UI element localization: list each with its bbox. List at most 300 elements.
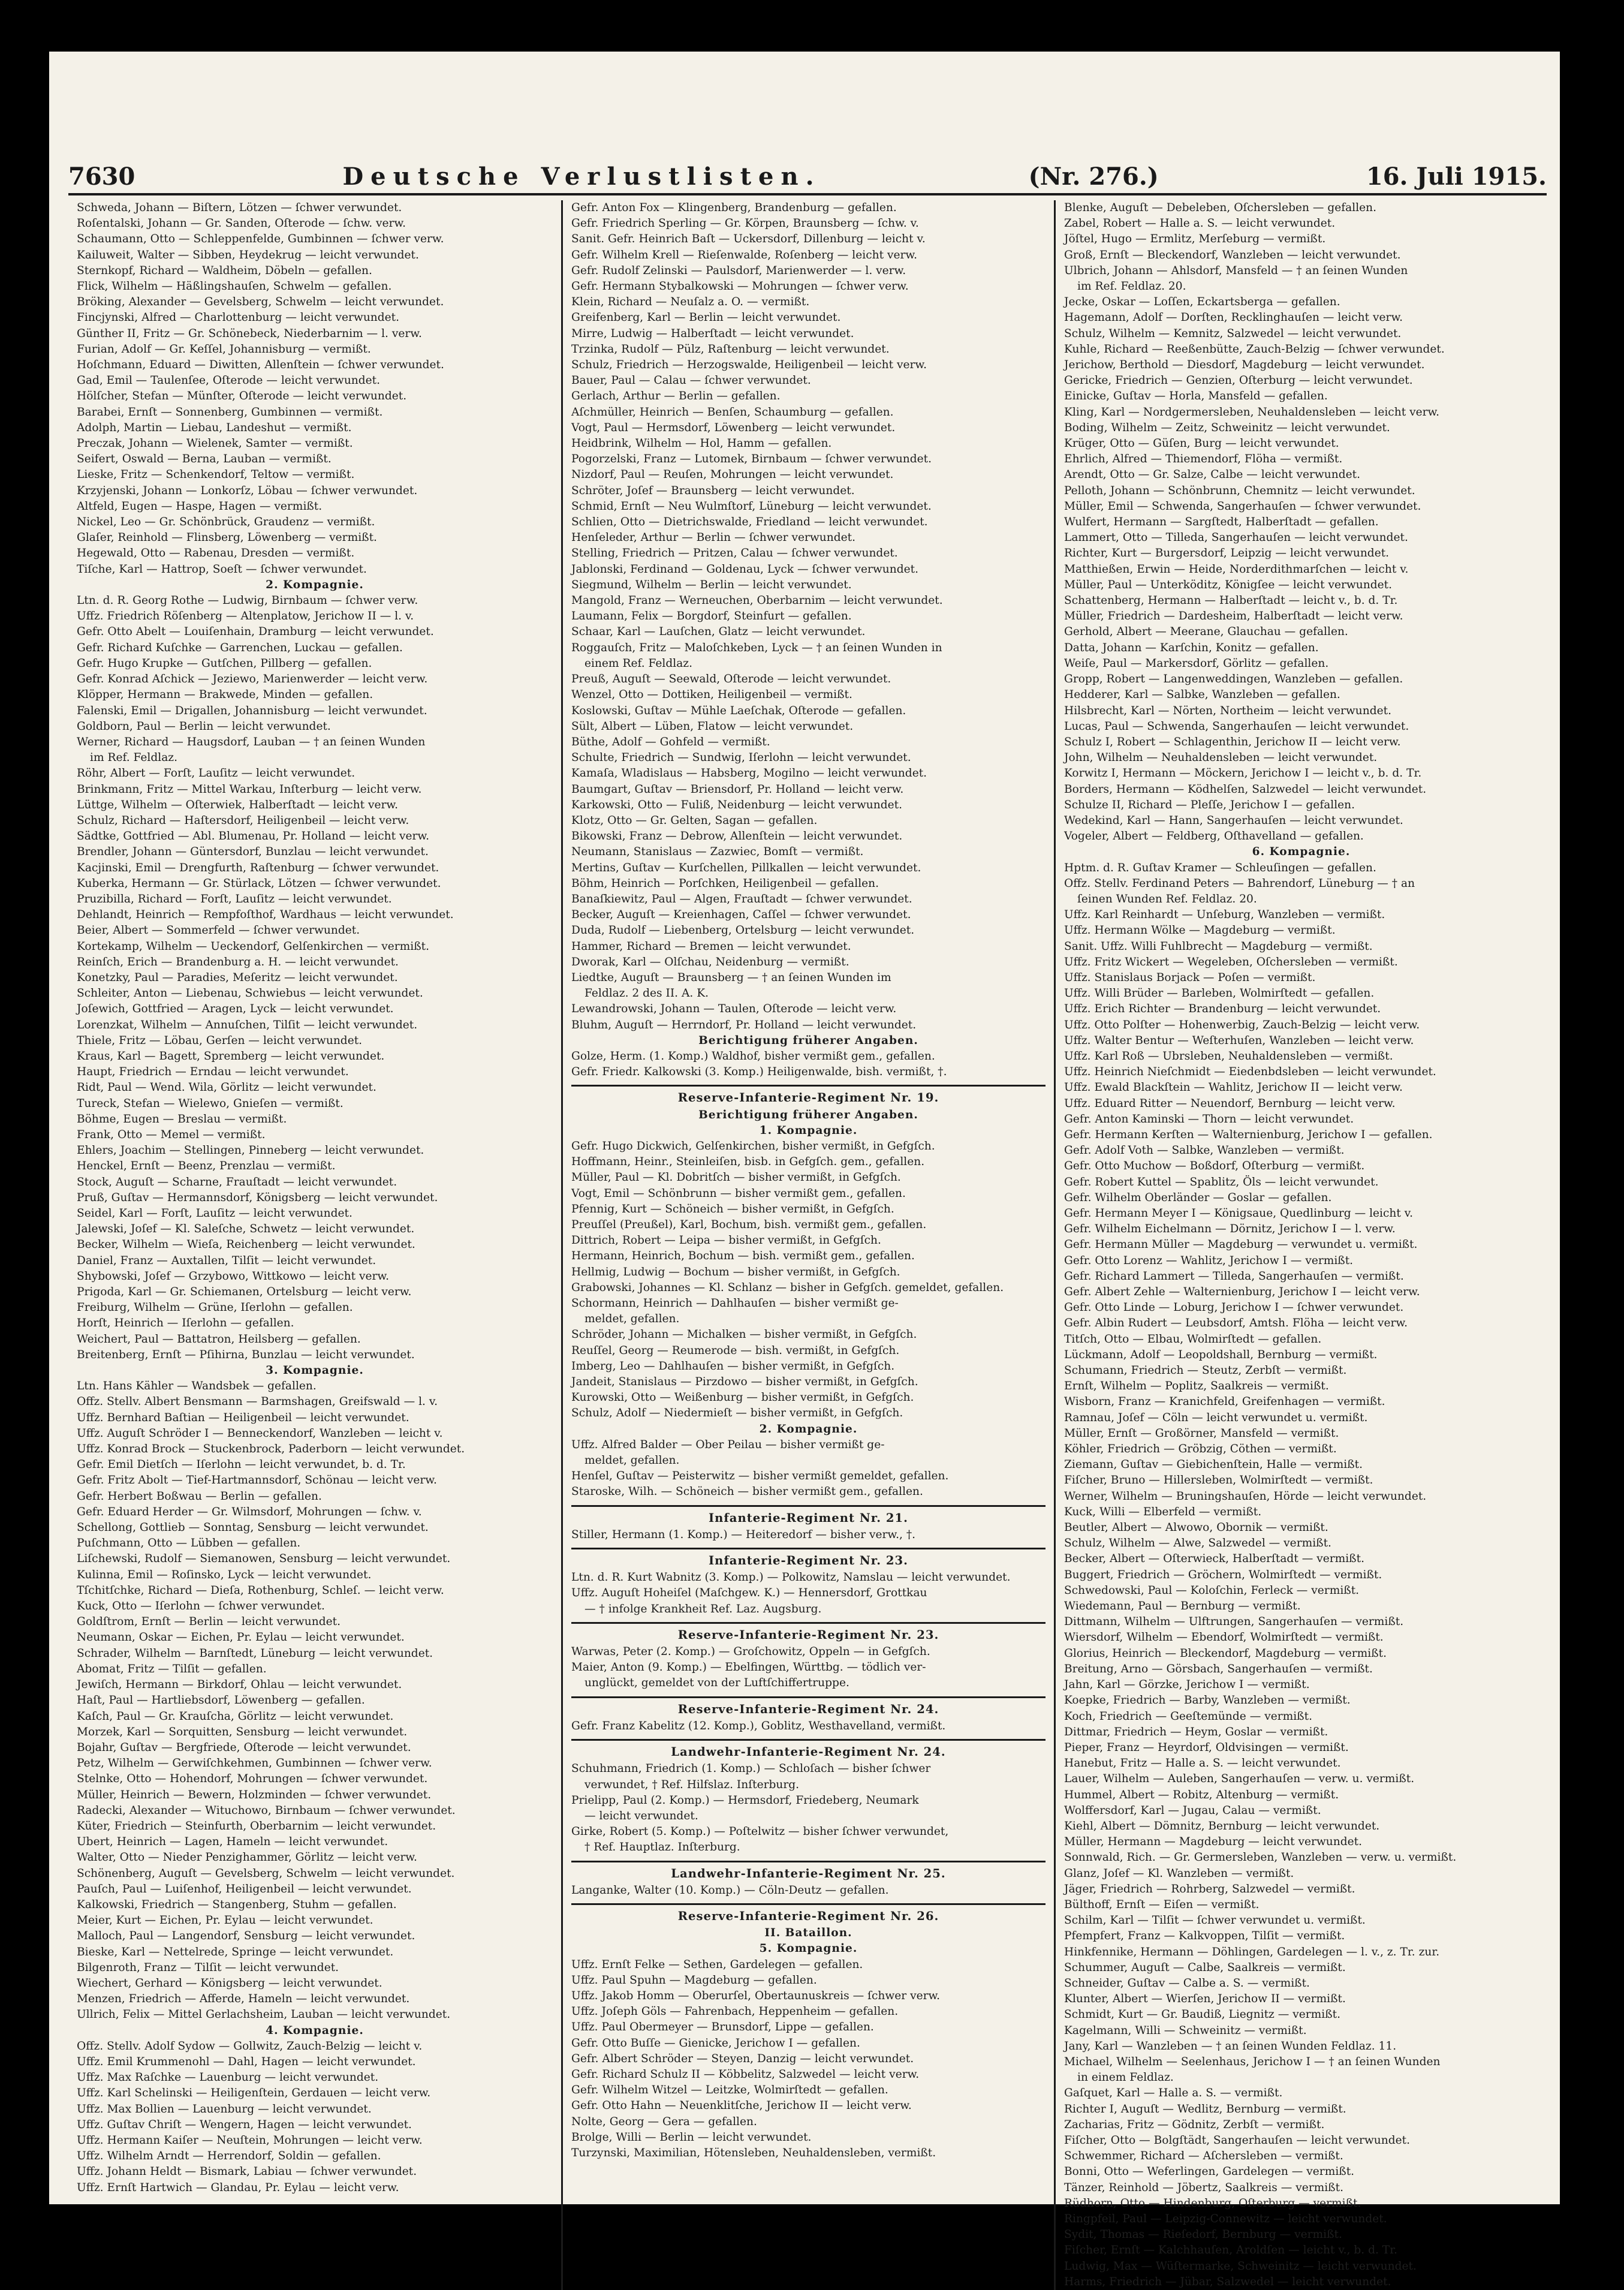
list-item: Uffz. Karl Reinhardt — Unſeburg, Wanzleben — vermißt.: [1064, 908, 1385, 922]
list-item: Uffz. Hermann Kaiſer — Neuſtein, Mohrungen — leicht verw.: [77, 2133, 423, 2147]
list-item: Uffz. Walter Bentur — Weſterhuſen, Wanzleben — leicht verw.: [1064, 1034, 1414, 1047]
list-item: Bonni, Otto — Weferlingen, Gardelegen — vermißt.: [1064, 2165, 1355, 2178]
section-subheading: 2. Kompagnie.: [759, 1422, 858, 1436]
list-item: Gefr. Eduard Herder — Gr. Wilmsdorf, Mohrungen — ſchw. v.: [77, 1505, 422, 1518]
list-item-continuation: meldet, gefallen.: [584, 1313, 680, 1326]
page-number: 7630: [68, 163, 135, 191]
list-item: Krüger, Otto — Güſen, Burg — leicht verwundet.: [1064, 437, 1339, 450]
list-item: Henſeleder, Arthur — Berlin — ſchwer verwundet.: [571, 531, 856, 544]
list-item: Schaar, Karl — Lauſchen, Glatz — leicht verwundet.: [571, 625, 866, 639]
list-item: Tſchitſchke, Richard — Dieſa, Rothenburg, Schleſ. — leicht verw.: [77, 1584, 444, 1597]
list-item: Sült, Albert — Lüben, Flatow — leicht verwundet.: [571, 720, 854, 733]
list-item: Bluhm, Auguſt — Herrndorf, Pr. Holland — leicht verwundet.: [571, 1018, 917, 1031]
list-item: Gefr. Otto Lorenz — Wahlitz, Jerichow I — vermißt.: [1064, 1254, 1354, 1267]
list-item: Sydit, Thomas — Rieſedorf, Bernburg — vermißt.: [1064, 2228, 1342, 2241]
list-item: Baumgart, Guſtav — Briensdorf, Pr. Holland — leicht verw.: [571, 783, 904, 796]
list-item: Wiechert, Gerhard — Königsberg — leicht verwundet.: [77, 1976, 382, 1990]
list-item: Pfempfert, Franz — Kalkvoppen, Tilſit — vermißt.: [1064, 1930, 1345, 1943]
list-item: Hammer, Richard — Bremen — leicht verwundet.: [571, 940, 851, 953]
list-item: Gefr. Albin Rudert — Leubsdorf, Amtsh. Flöha — leicht verw.: [1064, 1317, 1408, 1330]
list-item: Schulz I, Robert — Schlagenthin, Jerichow II — leicht verw.: [1064, 735, 1401, 748]
list-item: Schweda, Johann — Biſtern, Lötzen — ſchwer verwundet.: [77, 201, 402, 214]
list-item: Uffz. Joſeph Göls — Fahrenbach, Heppenheim — gefallen.: [571, 2005, 899, 2018]
list-item: Thiele, Fritz — Löbau, Gerſen — leicht verwundet.: [77, 1034, 363, 1047]
list-item: Jerichow, Berthold — Diesdorf, Magdeburg — leicht verwundet.: [1064, 359, 1425, 372]
list-item: Gefr. Otto Abelt — Louiſenhain, Dramburg — leicht verwundet.: [77, 625, 434, 639]
regiment-heading: Infanterie-Regiment Nr. 23.: [571, 1548, 1045, 1570]
list-item: Flick, Wilhelm — Häßlingshauſen, Schwelm — gefallen.: [77, 280, 392, 293]
section-subheading: Berichtigung früherer Angaben.: [698, 1034, 918, 1047]
list-item: Lüttge, Wilhelm — Oſterwiek, Halberſtadt — leicht verw.: [77, 798, 399, 811]
list-item: Gefr. Otto Hahn — Neuenklitſche, Jerichow II — leicht verw.: [571, 2099, 912, 2113]
page-header: [68, 151, 1547, 195]
list-item: Gad, Emil — Taulenſee, Oſterode — leicht verwundet.: [77, 374, 381, 387]
list-item: Sanit. Uffz. Willi Fuhlbrecht — Magdeburg — vermißt.: [1064, 940, 1373, 953]
list-item: Gerhold, Albert — Meerane, Glauchau — gefallen.: [1064, 625, 1348, 639]
list-item: Weiſe, Paul — Markersdorf, Görlitz — gefallen.: [1064, 657, 1329, 670]
list-item: Jöſtel, Hugo — Ermlitz, Merſeburg — vermißt.: [1064, 233, 1326, 246]
list-item: Wiedemann, Paul — Bernburg — vermißt.: [1064, 1600, 1301, 1613]
list-item: Schormann, Heinrich — Dahlhauſen — bisher vermißt ge-: [571, 1297, 899, 1310]
list-item: Uffz. Alfred Balder — Ober Peilau — bisher vermißt ge-: [571, 1438, 885, 1451]
list-item: Greifenberg, Karl — Berlin — leicht verwundet.: [571, 311, 841, 324]
list-item: Bülthoff, Ernſt — Eiſen — vermißt.: [1064, 1898, 1260, 1911]
list-item: Warwas, Peter (2. Komp.) — Groſchowitz, Oppeln — in Gefgſch.: [571, 1645, 930, 1659]
list-item: Glanz, Joſef — Kl. Wanzleben — vermißt.: [1064, 1867, 1294, 1880]
list-item: Zabel, Robert — Halle a. S. — leicht verwundet.: [1064, 217, 1336, 230]
list-item: Schulz, Richard — Haſtersdorf, Heiligenbeil — leicht verw.: [77, 814, 409, 827]
list-item: Dittrich, Robert — Leipa — bisher vermißt, in Gefgſch.: [571, 1234, 881, 1247]
list-item: Ziemann, Guſtav — Giebichenſtein, Halle — vermißt.: [1064, 1458, 1363, 1472]
list-item: Uffz. Guſtav Chriſt — Wengern, Hagen — leicht verwundet.: [77, 2118, 412, 2131]
list-item: Goldſtrom, Ernſt — Berlin — leicht verwundet.: [77, 1615, 341, 1629]
list-item: Offz. Stellv. Albert Bensmann — Barmshagen, Greifswald — l. v.: [77, 1395, 438, 1409]
list-item: Laumann, Felix — Borgdorf, Steinfurt — gefallen.: [571, 610, 852, 623]
list-item: Gefr. Otto Buſſe — Gienicke, Jerichow I — gefallen.: [571, 2036, 860, 2050]
list-item: Böhme, Eugen — Breslau — vermißt.: [77, 1112, 287, 1126]
list-item: Gefr. Franz Kabelitz (12. Komp.), Goblitz, Westhavelland, vermißt.: [571, 1719, 946, 1732]
list-item: Heidbrink, Wilhelm — Hol, Hamm — gefallen.: [571, 437, 832, 450]
list-item: Wiersdorf, Wilhelm — Ebendorf, Wolmirſtedt — vermißt.: [1064, 1631, 1384, 1644]
list-item: Stelnke, Otto — Hohendorf, Mohrungen — ſchwer verwundet.: [77, 1773, 428, 1786]
list-item: Brinkmann, Fritz — Mittel Warkau, Inſterburg — leicht verw.: [77, 783, 422, 796]
list-item: Uffz. Karl Roß — Ubrsleben, Neuhaldensleben — vermißt.: [1064, 1049, 1393, 1063]
list-item: Ubert, Heinrich — Lagen, Hameln — leicht verwundet.: [77, 1835, 388, 1849]
list-item-continuation: — † infolge Krankheit Ref. Laz. Augsburg.: [584, 1602, 822, 1615]
list-item: Beutler, Albert — Alwowo, Obornik — vermißt.: [1064, 1521, 1328, 1534]
list-item: Uffz. Friedrich Röſenberg — Altenplatow, Jerichow II — l. v.: [77, 610, 414, 623]
list-item-continuation: Feldlaz. 2 des II. A. K.: [584, 987, 709, 1000]
list-item: Gefr. Adolf Voth — Salbke, Wanzleben — vermißt.: [1064, 1144, 1345, 1157]
list-item: Pieper, Franz — Heyrdorf, Oldvisingen — vermißt.: [1064, 1741, 1349, 1754]
list-item: Richter, Kurt — Burgersdorf, Leipzig — leicht verwundet.: [1064, 547, 1390, 560]
list-item: Werner, Richard — Haugsdorf, Lauban — † an ſeinen Wunden: [77, 735, 426, 748]
regiment-heading: Infanterie-Regiment Nr. 21.: [571, 1505, 1045, 1527]
list-item: Nolte, Georg — Gera — gefallen.: [571, 2115, 757, 2128]
list-item: Schulz, Friedrich — Herzogswalde, Heiligenbeil — leicht verw.: [571, 359, 927, 372]
list-item: Jahn, Karl — Görzke, Jerichow I — vermißt.: [1064, 1678, 1310, 1692]
list-item: Kiehl, Albert — Dömnitz, Bernburg — leicht verwundet.: [1064, 1819, 1380, 1832]
list-item: Nizdorf, Paul — Reuſen, Mohrungen — leicht verwundet.: [571, 468, 894, 482]
list-item: Kamaſa, Wladislaus — Habsberg, Mogilno — leicht verwundet.: [571, 767, 927, 780]
list-item: Preuſſel (Preußel), Karl, Bochum, bish. vermißt gem., gefallen.: [571, 1218, 927, 1231]
list-item: Kaſch, Paul — Gr. Krauſcha, Görlitz — leicht verwundet.: [77, 1710, 394, 1723]
list-item: Uffz. Ernſt Felke — Sethen, Gardelegen — gefallen.: [571, 1958, 863, 1971]
issue-number: (Nr. 276.): [1028, 163, 1159, 191]
list-item: Klunter, Albert — Wierſen, Jerichow II — vermißt.: [1064, 1993, 1346, 2006]
list-item: Daniel, Franz — Auxtallen, Tilſit — leicht verwundet.: [77, 1254, 376, 1267]
list-item: Richter I, Auguſt — Wedlitz, Bernburg — vermißt.: [1064, 2102, 1346, 2116]
list-item: Uffz. Heinrich Nieſchmidt — Eiedenbdsleben — leicht verwundet.: [1064, 1066, 1436, 1079]
list-item: Ramnau, Joſef — Cöln — leicht verwundet u. vermißt.: [1064, 1411, 1368, 1424]
list-item: Gefr. Fritz Abolt — Tief-Hartmannsdorf, Schönau — leicht verw.: [77, 1474, 437, 1487]
list-item: Reinſch, Erich — Brandenburg a. H. — leicht verwundet.: [77, 955, 399, 968]
list-item: Bojahr, Guſtav — Bergfriede, Oſterode — leicht verwundet.: [77, 1741, 411, 1754]
list-item: Schulte, Friedrich — Sundwig, Iſerlohn — leicht verwundet.: [571, 751, 911, 765]
list-item: Gefr. Hermann Kerſten — Walternienburg, Jerichow I — gefallen.: [1064, 1128, 1433, 1141]
list-item: Müller, Friedrich — Dardesheim, Halberſtadt — leicht verw.: [1064, 610, 1403, 623]
list-item: Koepke, Friedrich — Barby, Wanzleben — vermißt.: [1064, 1694, 1351, 1707]
list-item: Turzynski, Maximilian, Hötensleben, Neuhaldensleben, vermißt.: [571, 2146, 936, 2159]
list-item: Goldborn, Paul — Berlin — leicht verwundet.: [77, 720, 331, 733]
list-item: Tiſche, Karl — Hattrop, Soeſt — ſchwer verwundet.: [77, 562, 367, 576]
list-item: Barabei, Ernſt — Sonnenberg, Gumbinnen — vermißt.: [77, 405, 383, 419]
list-item: Koch, Friedrich — Geeſtemünde — vermißt.: [1064, 1710, 1312, 1723]
list-item: Maier, Anton (9. Komp.) — Ebelfingen, Württbg. — tödlich ver-: [571, 1661, 926, 1674]
list-item: Konetzky, Paul — Paradies, Meſeritz — leicht verwundet.: [77, 971, 398, 984]
list-item: Vogt, Emil — Schönbrunn — bisher vermißt gem., gefallen.: [571, 1187, 906, 1200]
list-item: Uffz. Karl Schelinski — Heiligenſtein, Gerdauen — leicht verw.: [77, 2087, 431, 2100]
list-item: Schwemmer, Richard — Aſchersleben — vermißt.: [1064, 2150, 1343, 2163]
list-item: Günther II, Fritz — Gr. Schönebeck, Niederbarnim — l. verw.: [77, 327, 422, 340]
list-item: Ltn. Hans Kähler — Wandsbek — gefallen.: [77, 1380, 317, 1393]
list-item: Ernſt, Wilhelm — Poplitz, Saalkreis — vermißt.: [1064, 1380, 1329, 1393]
list-item: Gefr. Hermann Stybalkowski — Mohrungen — ſchwer verw.: [571, 280, 909, 293]
list-item: Wulfert, Hermann — Sargſtedt, Halberſtadt — gefallen.: [1064, 516, 1379, 529]
section-subheading: 5. Kompagnie.: [759, 1942, 858, 1955]
list-item: Haſt, Paul — Hartliebsdorf, Löwenberg — gefallen.: [77, 1694, 365, 1707]
list-item: Kailuweit, Walter — Sibben, Heydekrug — leicht verwundet.: [77, 248, 419, 261]
list-item-continuation: in einem Feldlaz.: [1077, 2071, 1174, 2084]
list-item: Henſel, Guſtav — Peisterwitz — bisher vermißt gemeldet, gefallen.: [571, 1470, 949, 1483]
list-item: Klotz, Otto — Gr. Gelten, Sagan — gefallen.: [571, 814, 818, 827]
list-item: Uffz. Bernhard Baſtian — Heiligenbeil — leicht verwundet.: [77, 1411, 409, 1424]
list-item: Gefr. Friedrich Sperling — Gr. Körpen, Braunsberg — ſchw. v.: [571, 217, 919, 230]
list-item: Kuck, Otto — Iſerlohn — ſchwer verwundet.: [77, 1600, 325, 1613]
list-item: Müller, Paul — Kl. Dobritſch — bisher vermißt, in Gefgſch.: [571, 1171, 901, 1184]
column-right: [1054, 200, 1547, 2290]
list-item: Pelloth, Johann — Schönbrunn, Chemnitz — leicht verwundet.: [1064, 484, 1415, 497]
list-item: Gericke, Friedrich — Genzien, Oſterburg — leicht verwundet.: [1064, 374, 1413, 387]
list-item-continuation: im Ref. Feldlaz. 20.: [1077, 280, 1186, 293]
list-item: Matthießen, Erwin — Heide, Norderdithmarſchen — leicht v.: [1064, 562, 1409, 576]
list-item: Schellong, Gottlieb — Sonntag, Sensburg — leicht verwundet.: [77, 1521, 429, 1534]
list-item: Schulz, Adolf — Niedermieſt — bisher vermißt, in Gefgſch.: [571, 1407, 903, 1420]
list-item: Neumann, Stanislaus — Zazwiec, Bomſt — vermißt.: [571, 845, 864, 859]
list-item: Lückmann, Adolf — Leopoldshall, Bernburg — vermißt.: [1064, 1348, 1378, 1361]
list-item: Weichert, Paul — Battatron, Heilsberg — gefallen.: [77, 1332, 361, 1346]
list-item: Pruß, Guſtav — Hermannsdorf, Königsberg — leicht verwundet.: [77, 1191, 438, 1204]
list-item: Glaſer, Reinhold — Flinsberg, Löwenberg — vermißt.: [77, 531, 377, 544]
list-item: Hanebut, Fritz — Halle a. S. — leicht verwundet.: [1064, 1757, 1341, 1770]
list-item: Ridt, Paul — Wend. Wila, Görlitz — leicht verwundet.: [77, 1081, 376, 1094]
list-item: Mirre, Ludwig — Halberſtadt — leicht verwundet.: [571, 327, 854, 340]
list-item: Trzinka, Rudolf — Pülz, Raſtenburg — leicht verwundet.: [571, 342, 890, 356]
list-item: Uffz. Max Bollien — Lauenburg — leicht verwundet.: [77, 2102, 372, 2116]
list-item: Gefr. Albert Zehle — Walternienburg, Jerichow I — leicht verw.: [1064, 1286, 1420, 1299]
list-item: Becker, Auguſt — Kreienhagen, Caſſel — ſchwer verwundet.: [571, 908, 911, 922]
list-item: Morzek, Karl — Sorquitten, Sensburg — leicht verwundet.: [77, 1725, 408, 1738]
list-item: Uffz. Willi Brüder — Barleben, Wolmirſtedt — gefallen.: [1064, 987, 1375, 1000]
list-item: Malloch, Paul — Langendorf, Sensburg — leicht verwundet.: [77, 1930, 415, 1943]
list-item: Beier, Albert — Sommerfeld — ſchwer verwundet.: [77, 924, 360, 937]
list-item-continuation: im Ref. Feldlaz.: [90, 751, 178, 765]
list-item: Gefr. Wilhelm Eichelmann — Dörnitz, Jerichow I — l. verw.: [1064, 1223, 1396, 1236]
list-item: Liedtke, Auguſt — Braunsberg — † an ſeinen Wunden im: [571, 971, 891, 984]
list-item: Schönenberg, Auguſt — Gevelsberg, Schwelm — leicht verwundet.: [77, 1867, 455, 1880]
list-item: Vogeler, Albert — Feldberg, Oſthavelland — gefallen.: [1064, 830, 1364, 843]
list-item: Gefr. Richard Lammert — Tilleda, Sangerhauſen — vermißt.: [1064, 1269, 1404, 1283]
list-item: Glorius, Heinrich — Bleckendorf, Magdeburg — vermißt.: [1064, 1647, 1387, 1660]
list-item: Mertins, Guſtav — Kurſchellen, Pillkallen — leicht verwundet.: [571, 861, 921, 874]
list-item: Imberg, Leo — Dahlhauſen — bisher vermißt, in Gefgſch.: [571, 1359, 895, 1373]
list-item: Stiller, Hermann (1. Komp.) — Heiteredorf — bisher verw., †.: [571, 1528, 916, 1541]
list-item: Jalewski, Joſef — Kl. Saleſche, Schwetz — leicht verwundet.: [77, 1223, 415, 1236]
list-item: Kuberka, Hermann — Gr. Stürlack, Lötzen — ſchwer verwundet.: [77, 877, 441, 890]
list-item: Schuhmann, Friedrich (1. Komp.) — Schloſach — bisher ſchwer: [571, 1762, 931, 1776]
issue-date: 16. Juli 1915.: [1366, 163, 1547, 191]
list-item: Uffz. Auguſt Schröder I — Benneckendorf, Wanzleben — leicht v.: [77, 1427, 443, 1440]
list-item: Bauer, Paul — Calau — ſchwer verwundet.: [571, 374, 811, 387]
list-item: Fiſcher, Otto — Bolgſtädt, Sangerhauſen — leicht verwundet.: [1064, 2133, 1411, 2147]
list-item: Schleiter, Anton — Liebenau, Schwiebus — leicht verwundet.: [77, 987, 423, 1000]
list-item: Brolge, Willi — Berlin — leicht verwundet.: [571, 2130, 812, 2144]
list-item: Bikowski, Franz — Debrow, Allenſtein — leicht verwundet.: [571, 830, 903, 843]
list-item: Müller, Hermann — Magdeburg — leicht verwundet.: [1064, 1835, 1363, 1849]
list-item: Hölſcher, Stefan — Münſter, Oſterode — leicht verwundet.: [77, 390, 407, 403]
list-item: Jecke, Oskar — Loſſen, Eckartsberga — gefallen.: [1064, 296, 1340, 309]
list-item: Sädtke, Gottfried — Abl. Blumenau, Pr. Holland — leicht verw.: [77, 830, 430, 843]
list-item: Abomat, Fritz — Tilſit — gefallen.: [77, 1662, 267, 1675]
list-item: Schumann, Friedrich — Steutz, Zerbſt — vermißt.: [1064, 1364, 1347, 1377]
list-item: Hummel, Albert — Robitz, Altenburg — vermißt.: [1064, 1788, 1339, 1801]
list-item: Schulz, Wilhelm — Kemnitz, Salzwedel — leicht verwundet.: [1064, 327, 1402, 340]
list-item: Kortekamp, Wilhelm — Ueckendorf, Gelſenkirchen — vermißt.: [77, 940, 429, 953]
list-item: Schattenberg, Hermann — Halberſtadt — leicht v., b. d. Tr.: [1064, 594, 1398, 607]
list-item: Schwedowski, Paul — Koloſchin, Ferleck — vermißt.: [1064, 1584, 1360, 1597]
list-item: Breitenberg, Ernſt — Pſihirna, Bunzlau — leicht verwundet.: [77, 1348, 415, 1361]
list-item-continuation: verwundet, † Ref. Hilfslaz. Inſterburg.: [584, 1778, 800, 1791]
list-item: Jandeit, Stanislaus — Pirzdowo — bisher vermißt, in Gefgſch.: [571, 1376, 918, 1389]
regiment-heading: Reserve-Infanterie-Regiment Nr. 23.: [571, 1622, 1045, 1644]
list-item: Hegewald, Otto — Rabenau, Dresden — vermißt.: [77, 547, 355, 560]
list-item: Werner, Wilhelm — Bruningshauſen, Hörde — leicht verwundet.: [1064, 1489, 1427, 1503]
list-item: Siegmund, Wilhelm — Berlin — leicht verwundet.: [571, 578, 852, 591]
list-item: Röhr, Albert — Forſt, Lauſitz — leicht verwundet.: [77, 767, 355, 780]
list-item: Ltn. d. R. Georg Rothe — Ludwig, Birnbaum — ſchwer verw.: [77, 594, 418, 607]
list-item: Roggauſch, Fritz — Maloſchkeben, Lyck — † an ſeinen Wunden in: [571, 641, 942, 654]
list-item: Kurowski, Otto — Weißenburg — bisher vermißt, in Gefgſch.: [571, 1391, 914, 1404]
list-item: Tureck, Stefan — Wielewo, Gnieſen — vermißt.: [77, 1097, 344, 1110]
list-item: Pfennig, Kurt — Schöneich — bisher vermißt, in Gefgſch.: [571, 1202, 894, 1215]
regiment-heading: Reserve-Infanterie-Regiment Nr. 26.: [571, 1903, 1045, 1925]
newspaper-page: [49, 52, 1560, 2288]
list-item: Gefr. Anton Fox — Klingenberg, Brandenburg — gefallen.: [571, 201, 897, 214]
list-item: Kulinna, Emil — Roſinsko, Lyck — leicht verwundet.: [77, 1568, 372, 1581]
list-item: Grabowski, Johannes — Kl. Schlanz — bisher in Gefgſch. gemeldet, gefallen.: [571, 1281, 1004, 1294]
section-subheading: 3. Kompagnie.: [266, 1364, 364, 1377]
list-item: Gefr. Emil Dietſch — Iſerlohn — leicht verwundet, b. d. Tr.: [77, 1458, 406, 1472]
list-item-continuation: einem Ref. Feldlaz.: [584, 657, 692, 670]
list-item: Duda, Rudolf — Liebenberg, Ortelsburg — leicht verwundet.: [571, 924, 915, 937]
list-item: Breitung, Arno — Görsbach, Sangerhauſen — vermißt.: [1064, 1662, 1373, 1675]
list-item: Petz, Wilhelm — Gerwiſchkehmen, Gumbinnen — ſchwer verw.: [77, 1757, 432, 1770]
list-item: Uffz. Otto Polſter — Hohenwerbig, Zauch-Belzig — leicht verw.: [1064, 1018, 1420, 1031]
list-item: Schmidt, Kurt — Gr. Baudiß, Liegnitz — vermißt.: [1064, 2008, 1341, 2021]
section-subheading: Berichtigung früherer Angaben.: [698, 1108, 918, 1121]
list-item: Gefr. Wilhelm Oberländer — Goslar — gefallen.: [1064, 1191, 1332, 1204]
list-item: Lucas, Paul — Schwenda, Sangerhauſen — leicht verwundet.: [1064, 720, 1409, 733]
list-item: Dittmar, Friedrich — Heym, Goslar — vermißt.: [1064, 1725, 1328, 1738]
list-item: Uffz. Fritz Wickert — Wegeleben, Oſchersleben — vermißt.: [1064, 955, 1398, 968]
list-item-continuation: — leicht verwundet.: [584, 1809, 698, 1822]
list-item: Uffz. Stanislaus Borjack — Poſen — vermißt.: [1064, 971, 1316, 984]
list-item: Uffz. Paul Obermeyer — Brunsdorf, Lippe — gefallen.: [571, 2021, 874, 2034]
list-item: Bilgenroth, Franz — Tilſit — leicht verwundet.: [77, 1961, 339, 1974]
list-item: Offz. Stellv. Ferdinand Peters — Bahrendorf, Lüneburg — † an: [1064, 877, 1415, 890]
list-item: Schröder, Johann — Michalken — bisher vermißt, in Gefgſch.: [571, 1328, 917, 1341]
list-item: Klein, Richard — Neuſalz a. O. — vermißt.: [571, 296, 810, 309]
list-item: Jany, Karl — Wanzleben — † an ſeinen Wunden Feldlaz. 11.: [1064, 2039, 1397, 2053]
list-item: Müller, Emil — Schwenda, Sangerhauſen — ſchwer verwundet.: [1064, 499, 1421, 513]
list-item: Walter, Otto — Nieder Penzighammer, Görlitz — leicht verw.: [77, 1851, 417, 1864]
list-item: Uffz. Wilhelm Arndt — Herrendorf, Soldin — gefallen.: [77, 2150, 381, 2163]
list-item: Böhm, Heinrich — Porſchken, Heiligenbeil — gefallen.: [571, 877, 879, 890]
list-item: Rüdhorn, Otto — Hindenburg, Oſterburg — vermißt.: [1064, 2196, 1361, 2210]
list-item: Jäger, Friedrich — Rohrberg, Salzwedel — vermißt.: [1064, 1882, 1355, 1895]
list-item: Gefr. Albert Schröder — Steyen, Danzig — leicht verwundet.: [571, 2052, 914, 2065]
list-item: Schlien, Otto — Dietrichswalde, Friedland — leicht verwundet.: [571, 516, 928, 529]
list-item: Schrader, Wilhelm — Barnſtedt, Lüneburg — leicht verwundet.: [77, 1647, 433, 1660]
list-item: Pruzibilla, Richard — Forſt, Lauſitz — leicht verwundet.: [77, 892, 392, 905]
list-item: Schulz, Wilhelm — Alwe, Salzwedel — vermißt.: [1064, 1537, 1331, 1550]
list-item: Gefr. Friedr. Kalkowski (3. Komp.) Heiligenwalde, bish. vermißt, †.: [571, 1066, 947, 1079]
list-item: Becker, Albert — Oſterwieck, Halberſtadt — vermißt.: [1064, 1552, 1364, 1566]
list-item: Müller, Paul — Unterköditz, Königſee — leicht verwundet.: [1064, 578, 1393, 591]
list-item: Uffz. Eduard Ritter — Neuendorf, Bernburg — leicht verw.: [1064, 1097, 1396, 1110]
text-columns: [68, 200, 1547, 2288]
list-item: Gefr. Richard Kuſchke — Garrenchen, Luckau — gefallen.: [77, 641, 403, 654]
list-item: Uffz. Max Raſchke — Lauenburg — leicht verwundet.: [77, 2071, 379, 2084]
list-item: Horſt, Heinrich — Iſerlohn — gefallen.: [77, 1317, 294, 1330]
list-item-continuation: unglückt, gemeldet von der Luftſchiffertruppe.: [584, 1677, 849, 1690]
section-subheading: 1. Kompagnie.: [759, 1124, 858, 1137]
list-item: Jewiſch, Hermann — Birkdorf, Ohlau — leicht verwundet.: [77, 1678, 402, 1692]
list-item: Falenski, Emil — Drigallen, Johannisburg — leicht verwundet.: [77, 704, 427, 717]
list-item: Seidel, Karl — Forſt, Lauſitz — leicht verwundet.: [77, 1207, 352, 1220]
list-item: Lieske, Fritz — Schenkendorf, Teltow — vermißt.: [77, 468, 355, 482]
list-item: Titſch, Otto — Elbau, Wolmirſtedt — gefallen.: [1064, 1332, 1322, 1346]
list-item: Tänzer, Reinhold — Jöbertz, Saalkreis — vermißt.: [1064, 2181, 1343, 2194]
list-item: Hagemann, Adolf — Dorſten, Recklinghauſen — leicht verw.: [1064, 311, 1403, 324]
list-item: Altfeld, Eugen — Haspe, Hagen — vermißt.: [77, 499, 323, 513]
list-item: Küter, Friedrich — Steinfurth, Oberbarnim — leicht verwundet.: [77, 1819, 436, 1832]
list-item: Fincjynski, Alfred — Charlottenburg — leicht verwundet.: [77, 311, 400, 324]
list-item: Schilm, Karl — Tilſit — ſchwer verwundet u. vermißt.: [1064, 1914, 1366, 1927]
list-item: Gefr. Hugo Dickwich, Gelſenkirchen, bisher vermißt, in Gefgſch.: [571, 1139, 935, 1152]
list-item: Jablonski, Ferdinand — Goldenau, Lyck — ſchwer verwundet.: [571, 562, 919, 576]
list-item: Wedekind, Karl — Hann, Sangerhauſen — leicht verwundet.: [1064, 814, 1403, 827]
list-item: Stelling, Friedrich — Pritzen, Calau — ſchwer verwundet.: [571, 547, 898, 560]
list-item: Ulbrich, Johann — Ahlsdorf, Mansfeld — † an ſeinen Wunden: [1064, 264, 1408, 277]
list-item: Mangold, Franz — Werneuchen, Oberbarnim — leicht verwundet.: [571, 594, 943, 607]
list-item: Sternkopf, Richard — Waldheim, Döbeln — gefallen.: [77, 264, 372, 277]
list-item: Shybowski, Joſef — Grzybowo, Wittkowo — leicht verw.: [77, 1269, 390, 1283]
list-item: Koslowski, Guſtav — Mühle Laeſchak, Oſterode — gefallen.: [571, 704, 906, 717]
list-item: Müller, Ernſt — Großörner, Mansfeld — vermißt.: [1064, 1427, 1339, 1440]
list-item: Brendler, Johann — Güntersdorf, Bunzlau — leicht verwundet.: [77, 845, 429, 859]
list-item: Gefr. Richard Schulz II — Köbbelitz, Salzwedel — leicht verw.: [571, 2068, 920, 2081]
list-item: Kagelmann, Willi — Schweinitz — vermißt.: [1064, 2024, 1307, 2037]
list-item: Michael, Wilhelm — Seelenhaus, Jerichow I — † an ſeinen Wunden: [1064, 2055, 1441, 2068]
list-item: Aſchmüller, Heinrich — Benſen, Schaumburg — gefallen.: [571, 405, 894, 419]
list-item: Uffz. Ewald Blackſtein — Wahlitz, Jerichow II — leicht verw.: [1064, 1081, 1403, 1094]
list-item: Gefr. Wilhelm Witzel — Leitzke, Wolmirſtedt — gefallen.: [571, 2084, 888, 2097]
list-item: Borders, Hermann — Ködhelſen, Salzwedel — leicht verwundet.: [1064, 783, 1427, 796]
list-item: Schmid, Ernſt — Neu Wulmſtorf, Lüneburg — leicht verwundet.: [571, 499, 932, 513]
list-item: Uffz. Jakob Homm — Oberurſel, Obertaunuskreis — ſchwer verw.: [571, 1989, 941, 2002]
list-item: Pogorzelski, Franz — Lutomek, Birnbaum — ſchwer verwundet.: [571, 453, 932, 466]
list-item: Dworak, Karl — Olſchau, Neidenburg — vermißt.: [571, 955, 849, 968]
list-item: Kuhle, Richard — Reeßenbütte, Zauch-Belzig — ſchwer verwundet.: [1064, 342, 1445, 356]
list-item: Gefr. Hermann Müller — Magdeburg — verwundet u. vermißt.: [1064, 1238, 1418, 1251]
section-subheading: II. Bataillon.: [764, 1927, 852, 1940]
list-item: Gefr. Rudolf Zelinski — Paulsdorf, Marienwerder — l. verw.: [571, 264, 906, 277]
list-item: Zacharias, Fritz — Gödnitz, Zerbſt — vermißt.: [1064, 2118, 1325, 2131]
list-item: Boding, Wilhelm — Zeitz, Schweinitz — leicht verwundet.: [1064, 421, 1390, 434]
list-item: Gefr. Robert Kuttel — Spablitz, Öls — leicht verwundet.: [1064, 1175, 1379, 1188]
list-item: Pauſch, Paul — Luiſenhof, Heiligenbeil — leicht verwundet.: [77, 1882, 412, 1895]
list-item: Sanit. Gefr. Heinrich Baſt — Uckersdorf, Dillenburg — leicht v.: [571, 233, 926, 246]
list-item: Arendt, Otto — Gr. Salze, Calbe — leicht verwundet.: [1064, 468, 1360, 482]
list-item: Blenke, Auguſt — Debeleben, Oſchersleben — gefallen.: [1064, 201, 1377, 214]
list-item: Groß, Ernſt — Bleckendorf, Wanzleben — leicht verwundet.: [1064, 248, 1401, 261]
list-item: Datta, Johann — Karſchin, Konitz — gefallen.: [1064, 641, 1319, 654]
list-item: Gefr. Otto Muchow — Boßdorf, Oſterburg — vermißt.: [1064, 1160, 1365, 1173]
list-item: Gaſquet, Karl — Halle a. S. — vermißt.: [1064, 2087, 1283, 2100]
list-item: Prigoda, Karl — Gr. Schiemanen, Ortelsburg — leicht verw.: [77, 1286, 412, 1299]
list-item: Schröter, Joſef — Braunsberg — leicht verwundet.: [571, 484, 855, 497]
list-item: Joſewich, Gottfried — Aragen, Lyck — leicht verwundet.: [77, 1003, 394, 1016]
list-item: John, Wilhelm — Neuhaldensleben — leicht verwundet.: [1064, 751, 1378, 765]
list-item: Radecki, Alexander — Wituchowo, Birnbaum — ſchwer verwundet.: [77, 1804, 456, 1817]
list-item: Köhler, Friedrich — Gröbzig, Cöthen — vermißt.: [1064, 1443, 1337, 1456]
list-item: Klöpper, Hermann — Brakwede, Minden — gefallen.: [77, 688, 373, 702]
list-item: Adolph, Martin — Liebau, Landeshut — vermißt.: [77, 421, 352, 434]
list-item: Wenzel, Otto — Dottiken, Heiligenbeil — vermißt.: [571, 688, 852, 702]
column-left: [68, 200, 561, 2290]
list-item: Bröking, Alexander — Gevelsberg, Schwelm — leicht verwundet.: [77, 296, 444, 309]
section-subheading: 2. Kompagnie.: [266, 578, 364, 591]
list-item: Preczak, Johann — Wielenek, Samter — vermißt.: [77, 437, 353, 450]
list-item: Girke, Robert (5. Komp.) — Poſtelwitz — bisher ſchwer verwundet,: [571, 1825, 949, 1838]
list-item: Dittmann, Wilhelm — Ulftrungen, Sangerhauſen — vermißt.: [1064, 1615, 1404, 1629]
list-item: Prielipp, Paul (2. Komp.) — Hermsdorf, Friedeberg, Neumark: [571, 1794, 919, 1807]
list-item: Schulze II, Richard — Pleſſe, Jerichow I — gefallen.: [1064, 798, 1355, 811]
list-item: Hptm. d. R. Guſtav Kramer — Schleuſingen — gefallen.: [1064, 861, 1376, 874]
list-item: Uffz. Paul Spuhn — Magdeburg — gefallen.: [571, 1973, 817, 1987]
list-item: Stock, Auguſt — Scharne, Frauſtadt — leicht verwundet.: [77, 1175, 397, 1188]
